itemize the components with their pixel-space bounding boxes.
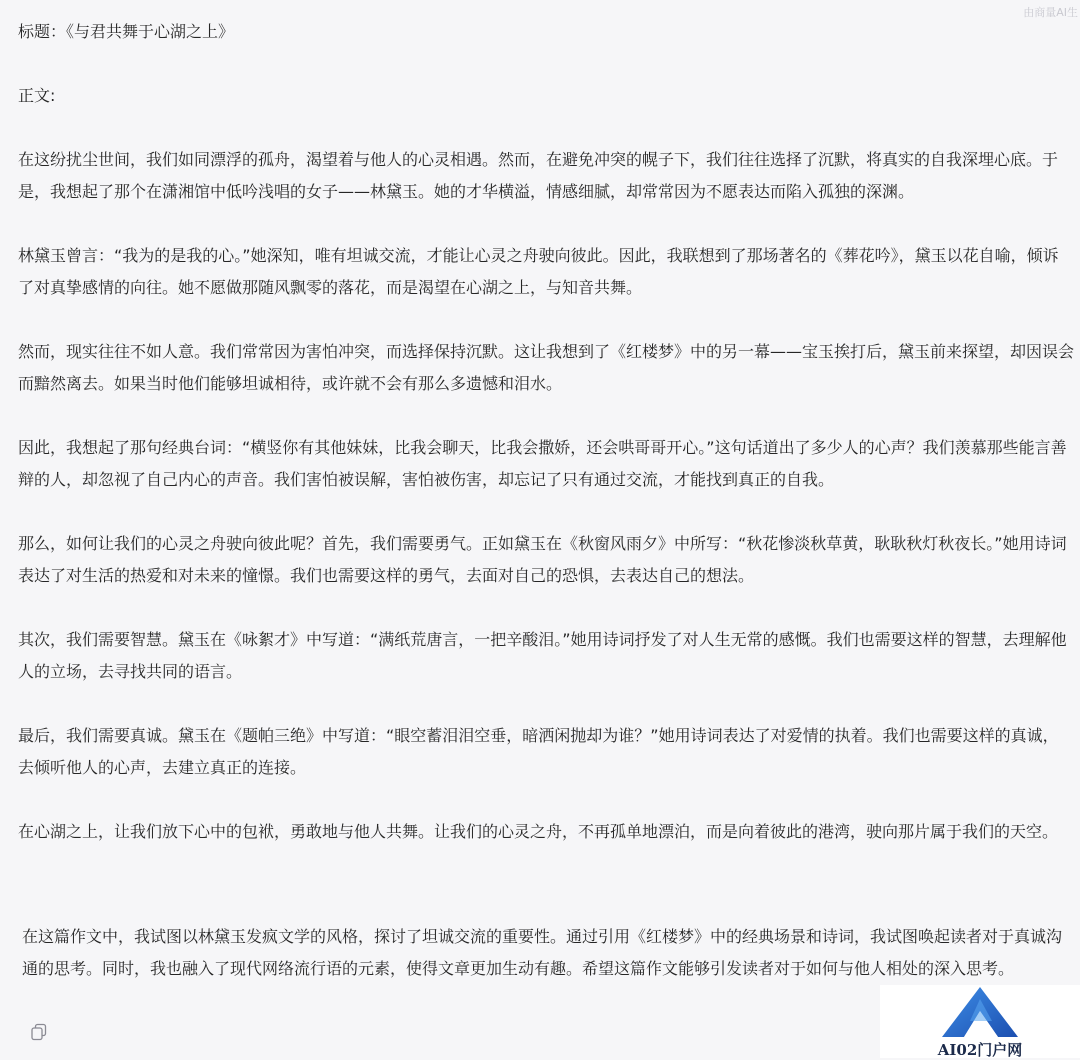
essay-paragraph: 其次，我们需要智慧。黛玉在《咏絮才》中写道：“满纸荒唐言，一把辛酸泪。”她用诗词抒发了对人生无常的感慨。我们也需要这样的智慧，去理解他人的立场，去寻找共同的语言。 xyxy=(18,630,1067,681)
essay-summary xyxy=(22,921,1072,985)
ai-watermark: 由商量AI生 xyxy=(1023,6,1078,19)
essay-paragraph: 在心湖之上，让我们放下心中的包袱，勇敢地与他人共舞。让我们的心灵之舟，不再孤单地漂泊，而是向着彼此的港湾，驶向那片属于我们的天空。 xyxy=(18,822,1059,841)
copy-icon-svg xyxy=(30,1023,48,1041)
essay-paragraph: 那么，如何让我们的心灵之舟驶向彼此呢？首先，我们需要勇气。正如黛玉在《秋窗风雨夕》中所写：“秋花惨淡秋草黄，耿耿秋灯秋夜长。”她用诗词表达了对生活的热爱和对未来的憧憬。我们也需要这样的勇气，去面对自己的恐惧，去表达自己的想法。 xyxy=(18,534,1067,585)
essay-title: 标题：《与君共舞于心湖之上》 xyxy=(18,22,235,41)
essay-paragraph: 最后，我们需要真诚。黛玉在《题帕三绝》中写道：“眼空蓄泪泪空垂，暗洒闲抛却为谁？”她用诗词表达了对爱情的执着。我们也需要这样的真诚，去倾听他人的心声，去建立真正的连接。 xyxy=(18,726,1059,777)
essay-content xyxy=(18,16,1074,880)
summary-text: 在这篇作文中，我试图以林黛玉发疯文学的风格，探讨了坦诚交流的重要性。通过引用《红楼梦》中的经典场景和诗词，我试图唤起读者对于真诚沟通的思考。同时，我也融入了现代网络流行语的元素，使得文章更加生动有趣。希望这篇作文能够引发读者对于如何与他人相处的深入思考。 xyxy=(22,927,1063,978)
essay-paragraph: 林黛玉曾言：“我为的是我的心。”她深知，唯有坦诚交流，才能让心灵之舟驶向彼此。因此，我联想到了那场著名的《葬花吟》，黛玉以花自喻，倾诉了对真挚感情的向往。她不愿做那随风飘零的落花，而是渴望在心湖之上，与知音共舞。 xyxy=(18,246,1059,297)
essay-paragraph: 在这纷扰尘世间，我们如同漂浮的孤舟，渴望着与他人的心灵相遇。然而，在避免冲突的幌子下，我们往往选择了沉默，将真实的自我深埋心底。于是，我想起了那个在潇湘馆中低吟浅唱的女子——林黛玉。她的才华横溢，情感细腻，却常常因为不愿表达而陷入孤独的深渊。 xyxy=(18,150,1059,201)
essay-paragraph: 然而，现实往往不如人意。我们常常因为害怕冲突，而选择保持沉默。这让我想到了《红楼梦》中的另一幕——宝玉挨打后，黛玉前来探望，却因误会而黯然离去。如果当时他们能够坦诚相待，或许就不会有那么多遗憾和泪水。 xyxy=(18,342,1075,393)
copy-icon[interactable] xyxy=(30,1023,48,1041)
site-logo xyxy=(880,985,1080,1058)
essay-paragraph: 因此，我想起了那句经典台词：“横竖你有其他妹妹，比我会聊天，比我会撒娇，还会哄哥哥开心。”这句话道出了多少人的心声？我们羡慕那些能言善辩的人，却忽视了自己内心的声音。我们害怕被误解，害怕被伤害，却忘记了只有通过交流，才能找到真正的自我。 xyxy=(18,438,1067,489)
logo-text: AI02门户网 xyxy=(937,1041,1023,1059)
triangle-a-logo-icon xyxy=(940,985,1020,1039)
essay-body-label: 正文: xyxy=(18,86,56,105)
